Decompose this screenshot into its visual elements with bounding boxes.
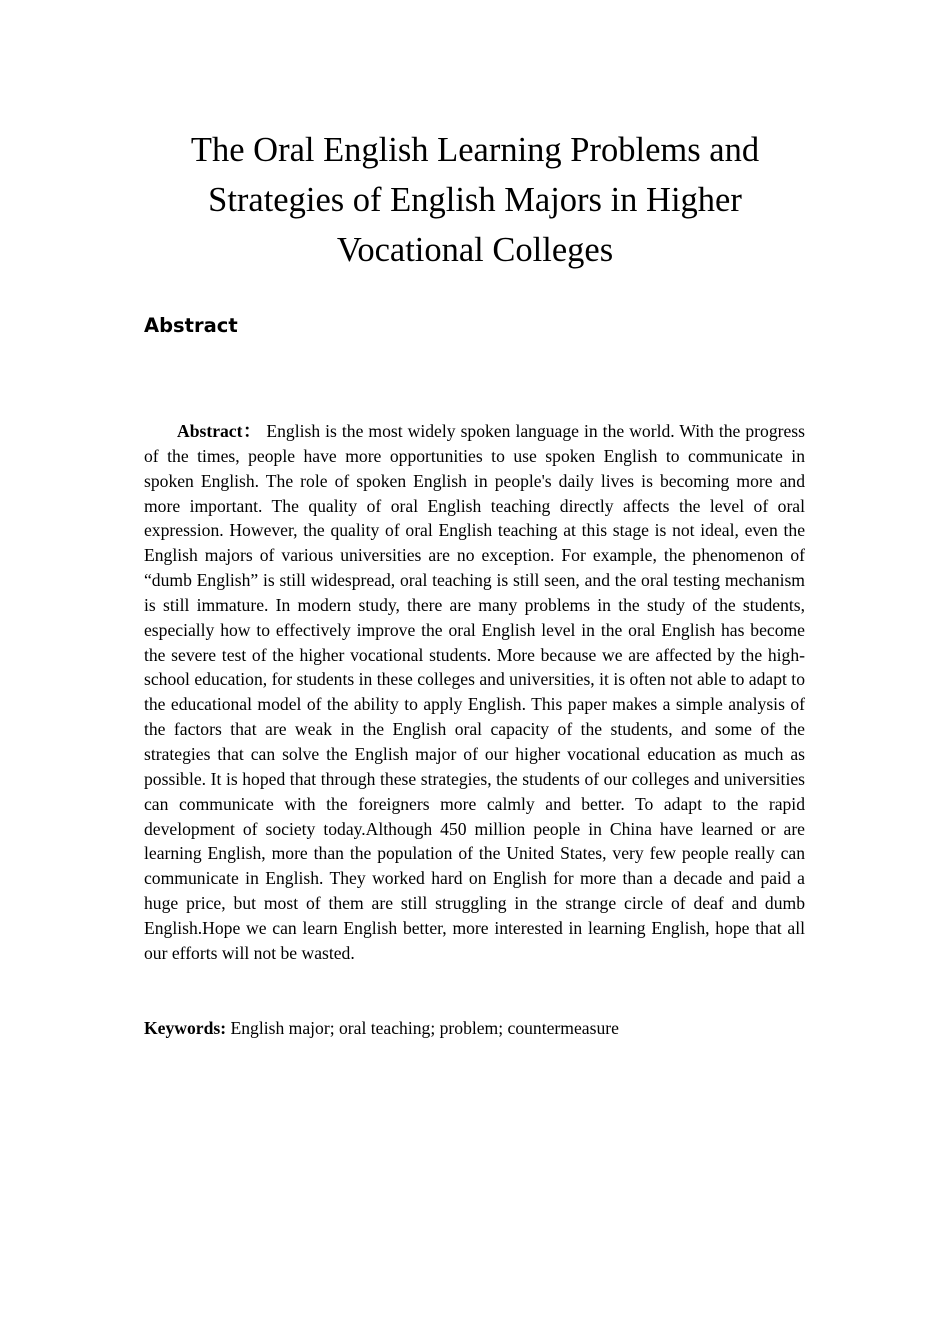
abstract-label: Abstract： (177, 421, 262, 441)
paper-title: The Oral English Learning Problems and Strategies of English Majors in Higher Vocational Colleges (190, 131, 760, 269)
abstract-heading: Abstract (144, 314, 238, 337)
abstract-paragraph (144, 419, 805, 966)
abstract-text: English is the most widely spoken language in the world. With the progress of the times, people have more opportunities to use spoken English to communicate in spoken English. The role of spoken English in people's daily lives is becoming more and more important. The quality of oral English teaching directly affects the level of oral expression. However, the quality of oral English teaching at this stage is not ideal, even the English majors of various universities are no exception. For example, the phenomenon of “dumb English” is still widespread, oral teaching is still seen, and the oral testing mechanism is still immature. In modern study, there are many problems in the study of the students, especially how to effectively improve the oral English level in the oral English has become the severe test of the higher vocational students. More because we are affected by the high-school education, for students in these colleges and universities, it is often not able to adapt to the educational model of the ability to apply English. This paper makes a simple analysis of the factors that are weak in the English oral capacity of the students, and some of the strategies that can solve the English major of our higher vocational education as much as possible. It is hoped that through these strategies, the students of our colleges and universities can communicate with the foreigners more calmly and better. To adapt to the rapid development of society today.Although 450 million people in China have learned or are learning English, more than the population of the United States, very few people really can communicate in English. They worked hard on English for more than a decade and paid a huge price, but most of them are still struggling in the strange circle of deaf and dumb English.Hope we can learn English better, more interested in learning English, hope that all our efforts will not be wasted. (144, 421, 805, 963)
keywords-label: Keywords: (144, 1018, 227, 1038)
keywords-line (144, 1016, 805, 1041)
keywords-text: English major; oral teaching; problem; countermeasure (230, 1018, 619, 1038)
